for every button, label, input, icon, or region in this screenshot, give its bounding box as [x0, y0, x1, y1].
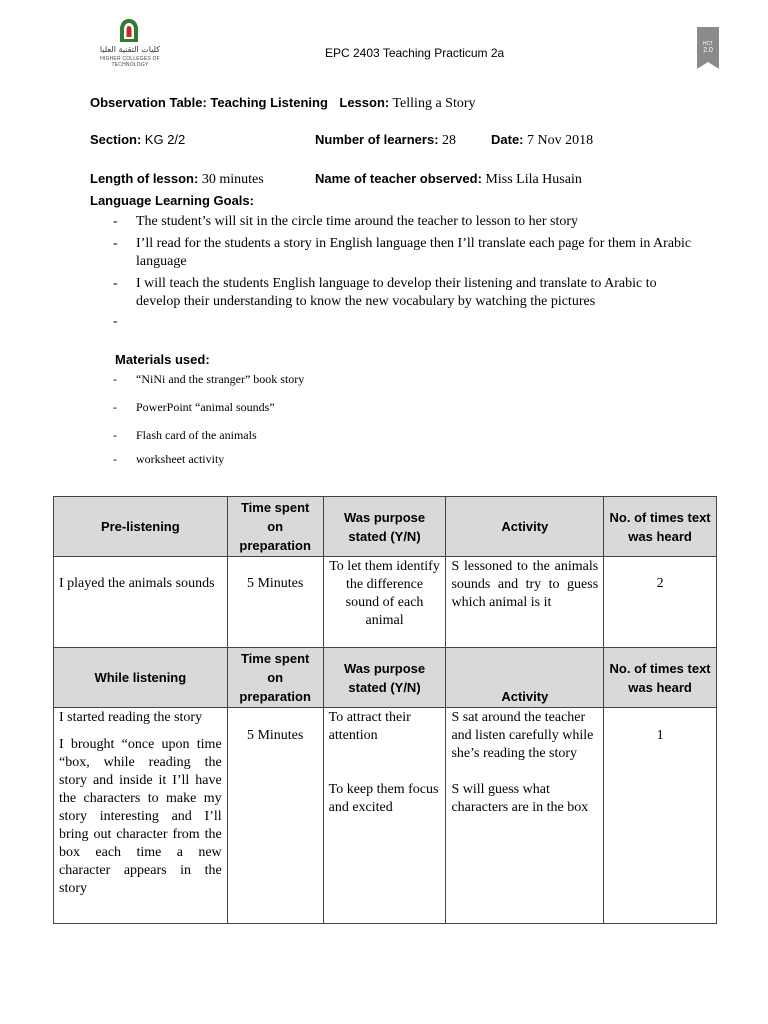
teacher-row: [315, 171, 582, 188]
activity-header: Activity: [446, 648, 604, 708]
pre-listening-description: I played the animals sounds: [54, 557, 228, 648]
hct-badge: [697, 27, 719, 69]
goals-list: [113, 213, 693, 313]
while-listening-row: [54, 708, 717, 924]
pre-listening-header: Pre-listening: [54, 497, 228, 557]
goal-item: - I will teach the students English language to develop their listening and translate to Arabic to develop their understanding to know the new vocabulary by watching the pictures: [113, 275, 693, 311]
time-spent-header: Time spent on preparation: [227, 497, 323, 557]
material-item: - worksheet activity: [113, 452, 304, 480]
college-emblem-icon: [118, 18, 140, 44]
observation-table: [53, 496, 717, 924]
times-heard-header: No. of times text was heard: [604, 497, 717, 557]
while-purpose-2: To keep them focus and excited: [328, 782, 439, 815]
learners-label: Number of learners:: [315, 132, 439, 147]
materials-list: [113, 372, 304, 484]
while-listening-purpose: [323, 708, 446, 924]
while-listening-times: 1: [604, 708, 717, 924]
date-label: Date:: [491, 132, 524, 147]
material-item: - Flash card of the animals: [113, 428, 304, 456]
purpose-stated-header: Was purpose stated (Y/N): [323, 497, 446, 557]
times-heard-header: No. of times text was heard: [604, 648, 717, 708]
learners-row: [315, 132, 456, 149]
pre-listening-purpose: To let them identify the difference sound of each animal: [323, 557, 446, 648]
lesson-label: Lesson:: [339, 95, 390, 110]
pre-listening-times: 2: [604, 557, 717, 648]
goals-heading: Language Learning Goals:: [90, 193, 254, 208]
while-listening-header-row: [54, 648, 717, 708]
while-description-line2: I brought “once upon time “box, while reading the story and inside it I’ll have the characters to make my story interesting and I’ll bring out character from the box each time a new character appears in the story: [59, 737, 222, 896]
activity-header: Activity: [446, 497, 604, 557]
teacher-label: Name of teacher observed:: [315, 171, 482, 186]
while-activity-1: S sat around the teacher and listen carefully while she’s reading the story: [451, 710, 594, 761]
lesson-value: Telling a Story: [392, 96, 476, 111]
date-row: [491, 132, 593, 149]
section-row: [90, 132, 185, 149]
goal-item: - The student’s will sit in the circle time around the teacher to lesson to her story: [113, 213, 693, 231]
college-logo: [84, 18, 176, 68]
logo-english-text: HIGHER COLLEGES OF TECHNOLOGY: [100, 56, 160, 68]
length-row: [90, 171, 264, 188]
observation-title-row: [90, 95, 476, 112]
goal-item: - I’ll read for the students a story in English language then I’ll translate each page for them in Arabic language: [113, 235, 693, 271]
materials-heading: Materials used:: [115, 352, 210, 367]
time-spent-header: Time spent on preparation: [227, 648, 323, 708]
while-purpose-1: To attract their attention: [328, 710, 411, 743]
teacher-value: Miss Lila Husain: [485, 172, 582, 187]
section-label: Section:: [90, 132, 142, 147]
pre-listening-row: [54, 557, 717, 648]
while-description-line1: I started reading the story: [59, 710, 203, 725]
pre-listening-header-row: [54, 497, 717, 557]
purpose-stated-header: Was purpose stated (Y/N): [323, 648, 446, 708]
length-label: Length of lesson:: [90, 171, 199, 186]
logo-arabic-text: كليات التقنية العليا: [99, 45, 161, 54]
material-item: - “NiNi and the stranger” book story: [113, 372, 304, 400]
while-listening-activity: [446, 708, 604, 924]
while-listening-description: [54, 708, 228, 924]
length-value: 30 minutes: [201, 172, 264, 187]
while-listening-header: While listening: [54, 648, 228, 708]
course-title: EPC 2403 Teaching Practicum 2a: [325, 46, 505, 60]
while-activity-2: S will guess what characters are in the box: [451, 782, 589, 815]
while-listening-time: 5 Minutes: [227, 708, 323, 924]
learners-value: 28: [442, 133, 457, 148]
material-item: - PowerPoint “animal sounds”: [113, 400, 304, 428]
pre-listening-activity: S lessoned to the animals sounds and try to guess which animal is it: [446, 557, 604, 648]
table-label: Observation Table: Teaching Listening: [90, 95, 328, 110]
badge-line2: 2.0: [703, 47, 713, 54]
pre-listening-time: 5 Minutes: [227, 557, 323, 648]
section-value: KG 2/2: [144, 132, 186, 147]
date-value: 7 Nov 2018: [527, 133, 594, 148]
badge-line1: HCT: [702, 41, 714, 47]
